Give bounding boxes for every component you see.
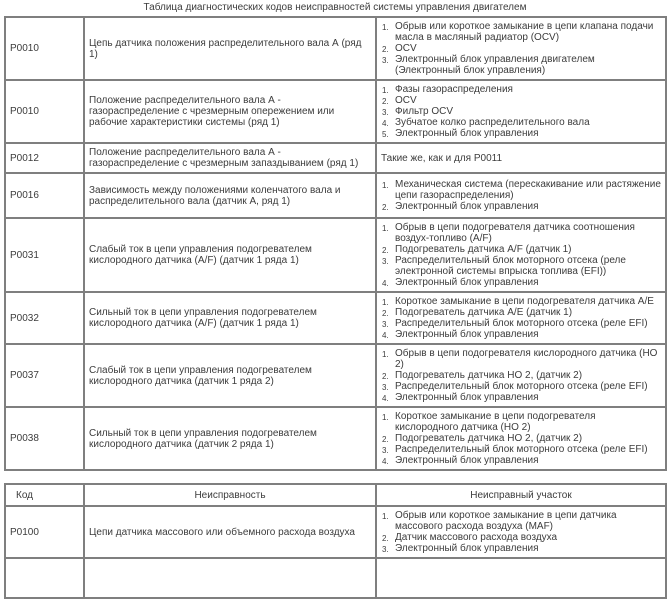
dtc-code-cell: P0032 [5,292,84,344]
fault-cell: Цепи датчика массового или объемного расхода воздуха [84,506,376,558]
faulty-area-cell [376,173,666,218]
fault-cell: Положение распределительного вала А - газораспределение с чрезмерным опережением или рабочие характеристики системы (ряд 1) [84,80,376,143]
cause-item: Механическая система (перескакивание или растяжение цепи газораспределения) [395,179,661,201]
faulty-area-cell [376,80,666,143]
faulty-area-cell [376,407,666,470]
faulty-area-cell [376,292,666,344]
cause-list [381,84,661,139]
cause-item: Электронный блок управления двигателем (Электронный блок управления) [395,54,595,76]
header-area: Неисправный участок [376,484,666,506]
cause-item: Короткое замыкание в цепи подогревателя кислородного датчика (HO 2) [395,411,596,433]
cause-item: Подогреватель датчика A/E (датчик 1) [395,307,573,318]
cause-list [381,179,661,212]
table-row [5,143,666,173]
faulty-area-cell [376,506,666,558]
fault-cell: Слабый ток в цепи управления подогревателем кислородного датчика (A/F) (датчик 1 ряда 1) [84,218,376,292]
cause-item: Распределительный блок моторного отсека (реле электронной системы впрыска топлива (EFI)) [395,255,626,277]
dtc-code-cell: P0016 [5,173,84,218]
table-row [5,407,666,470]
cause-item: Электронный блок управления [395,201,539,212]
table-row [5,506,666,558]
cause-item: Обрыв или короткое замыкание в цепи клапана подачи масла в масляный радиатор (OCV) [395,21,654,43]
cause-item: Фильтр OCV [395,106,454,117]
cause-item: Короткое замыкание в цепи подогревателя датчика A/E [395,296,654,307]
cause-item: Зубчатое колко распределительного вала [395,117,590,128]
cause-item: Распределительный блок моторного отсека (реле EFI) [395,444,648,455]
fault-cell: Цепь датчика положения распределительного вала А (ряд 1) [84,17,376,80]
cause-item: Датчик массового расхода воздуха [395,532,558,543]
dtc-code-cell: P0010 [5,17,84,80]
faulty-area-cell [376,143,666,173]
dtc-code-cell: P0100 [5,506,84,558]
dtc-code-cell: P0038 [5,407,84,470]
cause-item: Обрыв в цепи подогревателя кислородного датчика (HO 2) [395,348,658,370]
cause-item: OCV [395,95,417,106]
cause-item: Электронный блок управления [395,329,539,340]
cause-item: Фазы газораспределения [395,84,513,95]
cause-list [381,296,661,340]
fault-cell: Положение распределительного вала А - газораспределение с чрезмерным запаздыванием (ряд 1) [84,143,376,173]
table-row [5,80,666,143]
dtc-code-cell: P0037 [5,344,84,407]
faulty-area-cell [376,17,666,80]
cause-item: OCV [395,43,417,54]
cause-item: Электронный блок управления [395,128,539,139]
cause-item: Распределительный блок моторного отсека (реле EFI) [395,381,648,392]
dtc-table-bottom [4,483,667,599]
faulty-area-cell [376,218,666,292]
fault-cell: Зависимость между положениями коленчатого вала и распределительного вала (датчик А, ряд 1) [84,173,376,218]
cause-item: Подогреватель датчика HO 2, (датчик 2) [395,370,583,381]
same-as-note: Такие же, как и для P0011 [381,152,503,164]
cause-item: Обрыв или короткое замыкание в цепи датчика массового расхода воздуха (MAF) [395,510,617,532]
cause-list [381,510,661,554]
table-row [5,218,666,292]
fault-cell [84,558,376,598]
fault-cell: Слабый ток в цепи управления подогревателем кислородного датчика (датчик 1 ряда 2) [84,344,376,407]
header-fault: Неисправность [84,484,376,506]
cause-list [381,222,661,288]
cause-item: Подогреватель датчика A/F (датчик 1) [395,244,572,255]
cause-list [381,21,661,76]
dtc-code-cell: P0012 [5,143,84,173]
table-row [5,344,666,407]
fault-cell: Сильный ток в цепи управления подогревателем кислородного датчика (датчик 2 ряда 1) [84,407,376,470]
cause-item: Электронный блок управления [395,455,539,466]
cause-item: Электронный блок управления [395,277,539,288]
cause-item: Распределительный блок моторного отсека (реле EFI) [395,318,648,329]
cause-item: Электронный блок управления [395,392,539,403]
dtc-table-top [4,16,667,471]
dtc-code-cell: P0010 [5,80,84,143]
cause-item: Обрыв в цепи подогревателя датчика соотношения воздух-топливо (A/F) [395,222,635,244]
faulty-area-cell [376,344,666,407]
table-row-partial [5,558,666,598]
cause-item: Электронный блок управления [395,543,539,554]
table-header-row [5,484,666,506]
cause-item: Подогреватель датчика HO 2, (датчик 2) [395,433,583,444]
dtc-code-cell [5,558,84,598]
faulty-area-cell [376,558,666,598]
dtc-code-cell: P0031 [5,218,84,292]
fault-cell: Сильный ток в цепи управления подогревателем кислородного датчика (A/F) (датчик 1 ряда 1) [84,292,376,344]
table-row [5,17,666,80]
cause-list [381,411,661,466]
table-row [5,292,666,344]
header-code: Код [5,484,84,506]
table-row [5,173,666,218]
cause-list [381,348,661,403]
page-title: Таблица диагностических кодов неисправностей системы управления двигателем [143,2,527,13]
